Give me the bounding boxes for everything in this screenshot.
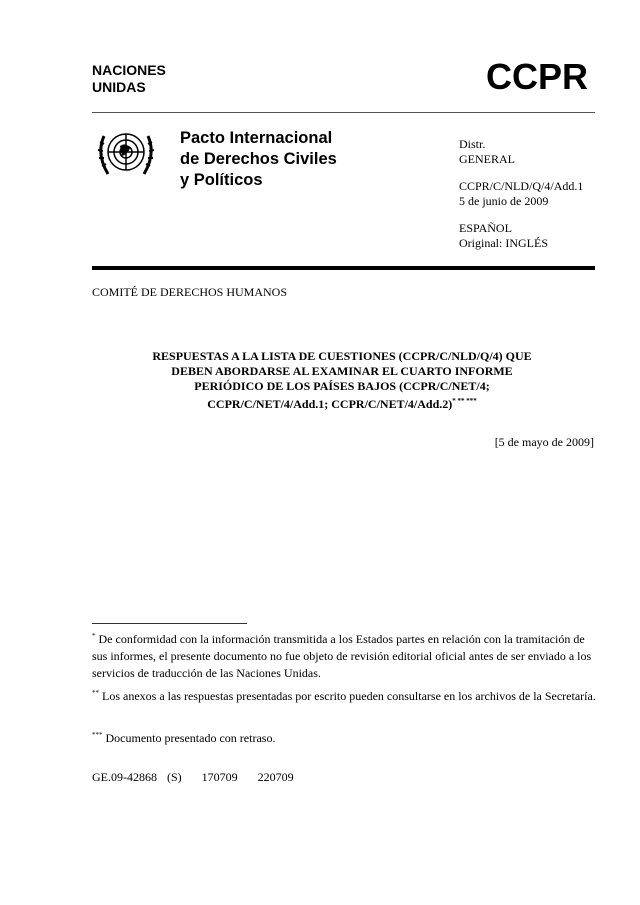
original-language: Original: INGLÉS — [459, 236, 548, 250]
document-title — [92, 349, 592, 412]
document-symbol-large: CCPR — [485, 56, 588, 97]
footnote-text: De conformidad con la información transmitida a los Estados partes en relación con la tramitación de sus informes, el presente documento no fue objeto de revisión editorial oficial antes de ser enviado a los servicios de traducción de las Naciones Unidas. — [92, 632, 592, 680]
doc-symbol: CCPR/C/NLD/Q/4/Add.1 — [459, 179, 584, 193]
footnote-text: Documento presentado con retraso. — [102, 731, 276, 745]
title-line: RESPUESTAS A LA LISTA DE CUESTIONES (CCPR/C/NLD/Q/4) QUE — [152, 349, 532, 363]
footnote-divider — [92, 623, 247, 624]
language: ESPAÑOL — [459, 221, 512, 235]
received-date: [5 de mayo de 2009] — [494, 435, 594, 449]
distribution-value: GENERAL — [459, 152, 515, 166]
title-line: CCPR/C/NET/4/Add.1; CCPR/C/NET/4/Add.2) — [207, 397, 453, 411]
covenant-line: de Derechos Civiles — [180, 150, 337, 168]
covenant-line: y Políticos — [180, 171, 263, 189]
un-emblem-logo — [94, 124, 158, 184]
organization-name — [92, 62, 166, 96]
divider — [92, 112, 595, 113]
footnote — [92, 727, 597, 747]
thick-divider — [92, 266, 595, 270]
job-code: GE.09-42868 (S) 170709 220709 — [92, 770, 294, 784]
footnote-mark: *** — [92, 731, 103, 739]
distribution-label: Distr. — [459, 137, 486, 151]
title-line: PERIÓDICO DE LOS PAÍSES BAJOS (CCPR/C/NET/4; — [194, 379, 490, 393]
document-metadata — [459, 137, 583, 263]
doc-date: 5 de junio de 2009 — [459, 194, 549, 208]
org-line: UNIDAS — [92, 79, 146, 95]
footnote-mark: * — [92, 632, 96, 640]
footnote-mark: ** — [92, 689, 99, 697]
covenant-title — [180, 128, 337, 191]
footnote — [92, 685, 597, 705]
title-line: DEBEN ABORDARSE AL EXAMINAR EL CUARTO INFORME — [171, 364, 513, 378]
footnote — [92, 628, 597, 682]
committee-name: COMITÉ DE DERECHOS HUMANOS — [92, 285, 288, 299]
footnote-text: Los anexos a las respuestas presentadas por escrito pueden consultarse en los archivos de la Secretaría. — [99, 689, 596, 703]
org-line: NACIONES — [92, 62, 166, 78]
footnote-marks[interactable]: * ** *** — [452, 397, 477, 405]
covenant-line: Pacto Internacional — [180, 129, 333, 147]
